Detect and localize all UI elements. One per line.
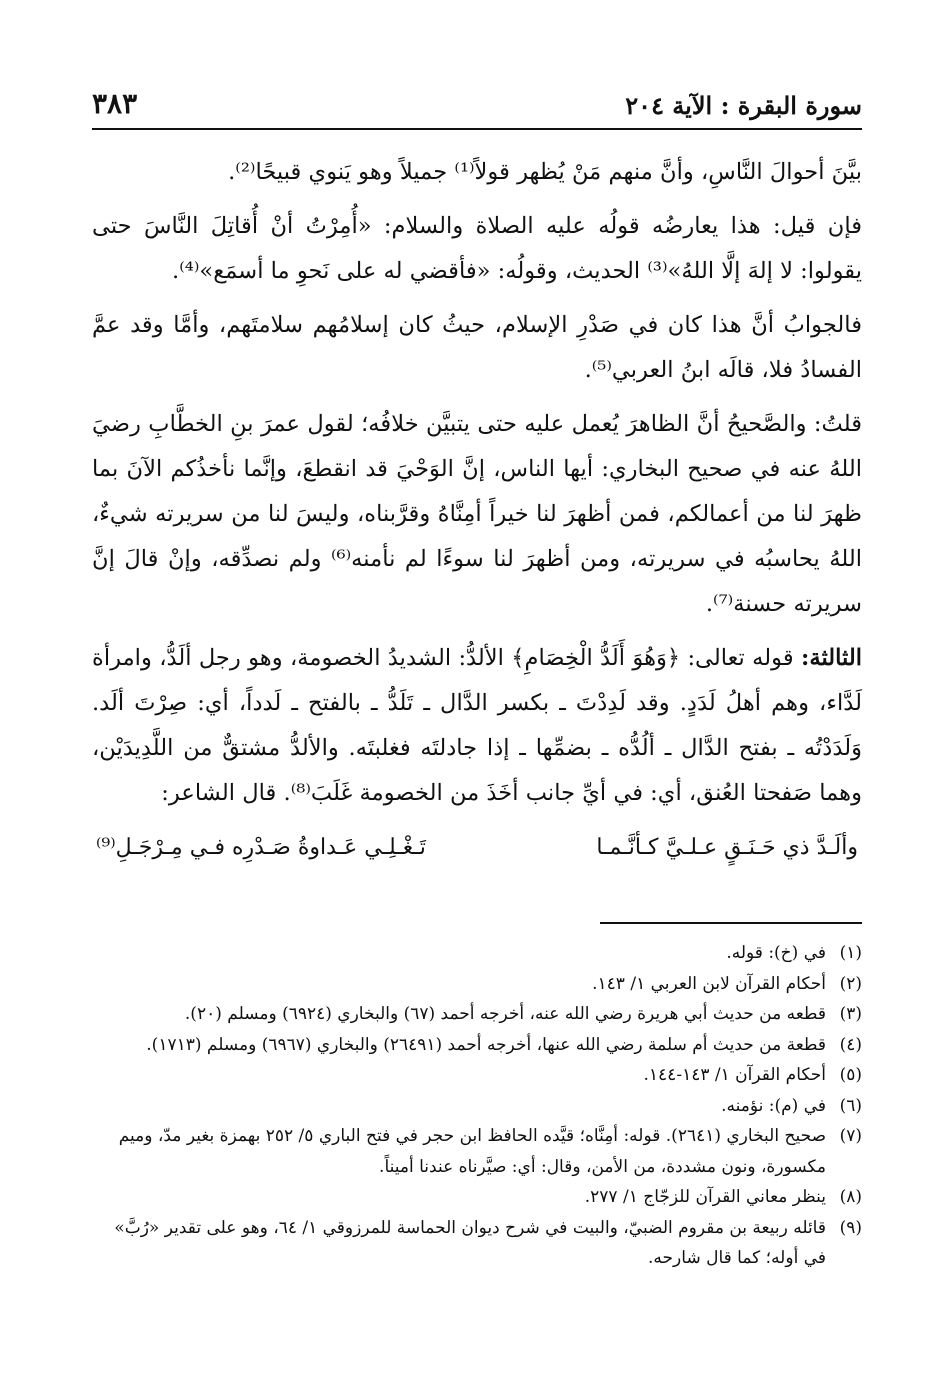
footnote-number: (٧): [839, 1126, 862, 1146]
footnote-text: في (م): نؤمنه.: [721, 1095, 826, 1116]
footnote-text: في (خ): قوله.: [726, 943, 826, 963]
footnote-text: أحكام القرآن لابن العربي ١/ ١٤٣.: [592, 973, 826, 994]
footnote: [92, 999, 862, 1030]
footnote-text: قطعه من حديث أبي هريرة رضي الله عنه، أخرجه أحمد (٦٧) والبخاري (٦٩٢٤) ومسلم (٢٠).: [184, 1004, 826, 1024]
footnote-number: (٣): [839, 1004, 862, 1024]
footnote-text: صحيح البخاري (٢٦٤١). قوله: أمِنَّاه؛ قيَّده الحافظ ابن حجر في فتح الباري ٥/ ٢٥٢ بهمزة بغير مدّ، وميم مكسورة، ونون مشددة، من الأمن، وقال: أي: صيَّرناه عندنا أميناً.: [118, 1126, 826, 1177]
footnote-number: (٢): [839, 973, 862, 994]
footnote-number: (٨): [839, 1187, 862, 1207]
verse-second-hemistich: تَـغْـلِـي عَـداوةُ صَـدْرِه فـي مِـرْجَـلِ⁽⁹⁾: [96, 835, 426, 860]
footnote-text: قائله ربيعة بن مقروم الضبيّ، والبيت في شرح ديوان الحماسة للمرزوقي ١/ ٦٤، وهو على تقدير «رُبَّ» في أوله؛ كما قال شارحه.: [114, 1217, 826, 1268]
footnote: [92, 1091, 862, 1122]
main-text: [92, 150, 862, 870]
footnote-number: (٦): [839, 1095, 862, 1116]
footnote-number: (٤): [839, 1034, 862, 1055]
footnote: [92, 1182, 862, 1213]
paragraph-text: قوله تعالى: ﴿وَهُوَ أَلَدُّ الْخِصَامِ﴾ الألدُّ: الشديدُ الخصومة، وهو رجل ألَدُّ، وامرأة لَدَّاء، وهم أهلُ لَدَدٍ. وقد لَدِدْتَ ـ بكسر الدَّال ـ تَلَدُّ ـ بالفتح ـ لَدداً، أي: صِرْتَ ألَد. وَلَدَدْتُه ـ بفتح الدَّال ـ ألُدُّه ـ بضمِّها ـ إذا جادلتَه فغلبتَه. والألدُّ مشتقٌّ من اللَّدِيدَيْن، وهما صَفحتا العُنق، أي: في أيِّ جانب أخَذَ من الخصومة غَلَبَ⁽⁸⁾. قال الشاعر:: [92, 645, 862, 806]
paragraph: فالجوابُ أنَّ هذا كان في صَدْرِ الإسلام، حيثُ كان إسلامُهم سلامتَهم، وأمَّا وقد عمَّ الفسادُ فلا، قالَه ابنُ العربي⁽⁵⁾.: [92, 312, 862, 383]
footnote: [92, 1060, 862, 1091]
footnote-number: (٩): [839, 1217, 862, 1238]
footnote: [92, 938, 862, 969]
footnote-text: أحكام القرآن ١/ ١٤٣-١٤٤.: [643, 1065, 826, 1085]
footnote: [92, 969, 862, 1000]
footnote-number: (١): [839, 943, 862, 963]
footnote-separator: [600, 922, 862, 924]
footnote-number: (٥): [839, 1065, 862, 1085]
paragraph: قلتُ: والصَّحيحُ أنَّ الظاهرَ يُعمل عليه حتى يتبيَّن خلافُه؛ لقول عمرَ بنِ الخطَّابِ رضيَ اللهُ عنه في صحيح البخاري: أيها الناس، إنَّ الوَحْيَ قد انقطعَ، وإنَّما نأخذُكم الآنَ بما ظهرَ لنا من أعمالكم، فمن أظهرَ لنا خيراً أمِنَّاهُ وقرَّبناه، وليسَ لنا من سريرته شيءٌ، اللهُ يحاسبُه في سريرته، ومن أظهرَ لنا سوءًا لم نأمنه⁽⁶⁾ ولم نصدِّقه، وإنْ قالَ إنَّ سريرته حسنة⁽⁷⁾.: [92, 411, 862, 617]
footnote-text: ينظر معاني القرآن للزجّاج ١/ ٢٧٧.: [584, 1187, 826, 1207]
paragraph: [92, 636, 862, 816]
paragraph: فإن قيل: هذا يعارضُه قولُه عليه الصلاة والسلام: «أُمِرْتُ أنْ أُقاتِلَ النَّاسَ حتى يقولوا: لا إلهَ إلَّا اللهُ»⁽³⁾ الحديث، وقولُه: «فأقضي له على نَحوِ ما أسمَع»⁽⁴⁾.: [92, 213, 862, 284]
running-title: سورة البقرة : الآية ٢٠٤: [625, 91, 862, 120]
page-number: ٣٨٣: [92, 87, 138, 120]
footnote-text: قطعة من حديث أم سلمة رضي الله عنها، أخرجه أحمد (٢٦٤٩١) والبخاري (٦٩٦٧) ومسلم (١٧١٣).: [146, 1034, 826, 1055]
section-lead: الثالثة:: [800, 645, 863, 671]
footnote: [92, 1121, 862, 1182]
footnote: [92, 1030, 862, 1061]
footnote: [92, 1213, 862, 1274]
poetry-verse: [92, 825, 862, 870]
paragraph: بيَّنَ أحوالَ النَّاسِ، وأنَّ منهم مَنْ يُظهر قولاً⁽¹⁾ جميلاً وهو يَنوي قبيحًا⁽²⁾.: [228, 159, 862, 185]
verse-first-hemistich: وألَـدَّ ذي حَـنَـقٍ عـلـيَّ كـأنَّـمـا: [596, 835, 858, 860]
footnotes: [92, 938, 862, 1274]
page-header: [92, 86, 862, 130]
